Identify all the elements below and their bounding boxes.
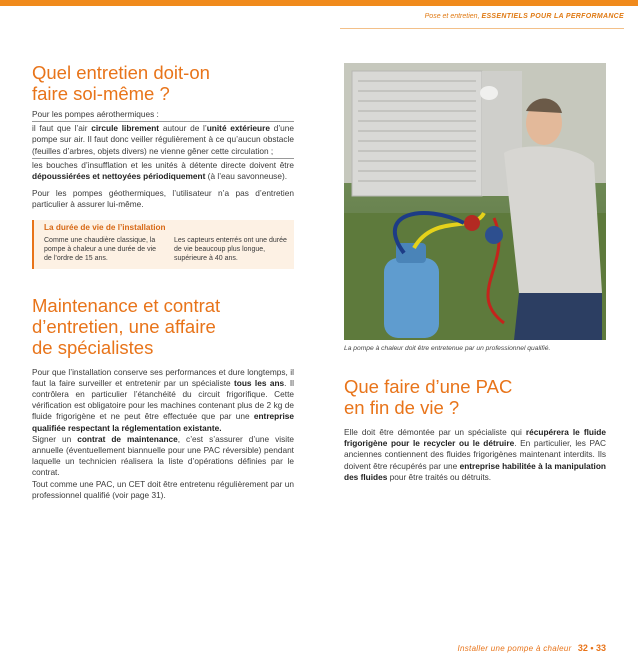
top-accent-bar [0, 0, 638, 6]
text-run: Elle doit être démontée par un spécialiste qui [344, 427, 526, 437]
text-run: . Il contrôlera en particulier l’étanchéité du circuit frigorifique. Cette vérification est obligatoire pour les machines contenant plus de 2 kg de fluide frigorigène et ne peut être effectuée que par une [32, 377, 294, 422]
bold-run: circule librement [91, 123, 160, 134]
footer-label: Installer une pompe à chaleur [457, 644, 572, 653]
technician-photo [344, 63, 606, 340]
text-run: Signer un [32, 433, 78, 444]
left-column [32, 62, 294, 501]
maintenance-paragraph-1 [32, 367, 294, 434]
photo-caption: La pompe à chaleur doit être entretenue par un professionnel qualifié. [344, 345, 551, 352]
maintenance-paragraph-3: Tout comme une PAC, un CET doit être entretenu régulièrement par un professionnel qualifié (voir page 31). [32, 478, 294, 500]
entretien-heading-line1: Quel entretien doit-on [32, 62, 210, 83]
maintenance-paragraph-2 [32, 434, 294, 479]
fin-de-vie-heading [344, 376, 606, 418]
bold-run: contrat de maintenance [77, 433, 178, 444]
fin-de-vie-heading-line1: Que faire d’une PAC [344, 376, 513, 397]
header-section: Pose et entretien, [424, 13, 480, 20]
entretien-intro: Pour les pompes aérothermiques : [32, 109, 159, 119]
text-run: d’une pompe sur air. Il faut donc veiller régulièrement à ce qu’aucun obstacle (feuilles d’arbres, objets divers) ne vienne gêner cette circulation ; [32, 123, 295, 156]
entretien-paragraph-3: Pour les pompes géothermiques, l’utilisateur n’a pas d’entretien particulier à assurer lui-même. [32, 188, 294, 210]
maintenance-heading-line1: Maintenance et contrat [32, 294, 221, 316]
entretien-paragraph-1 [32, 123, 294, 157]
photo-illustration [344, 63, 606, 340]
bold-run: entreprise qualifiée respectant la réglementation existante. [32, 411, 294, 433]
box-columns [44, 236, 294, 263]
divider [32, 121, 294, 122]
fin-de-vie-heading-line2: en fin de vie ? [344, 397, 460, 418]
text-run: Pour que l’installation conserve ses performances et dure longtemps, il faut la faire surveiller et entretenir par un spécialiste [32, 366, 294, 388]
text-run: , c’est s’assurer d’une visite annuelle (éventuellement biannuelle pour une PAC réversible) pendant laquelle un technicien réalisera la liste d’opérations définies par le contrat. [32, 433, 294, 478]
bold-run: dépoussiérées et nettoyées périodiquement [32, 171, 206, 182]
bold-run: entreprise habilitée à la manipulation des fluides [344, 460, 607, 482]
bold-run: tous les ans [234, 377, 285, 388]
box-title: La durée de vie de l’installation [44, 222, 166, 232]
maintenance-heading-line2: d’entretien, une affaire [32, 315, 216, 337]
text-run: les bouches d’insufflation et les unités à détente directe doivent être [32, 159, 294, 170]
entretien-heading-line2: faire soi-même ? [32, 83, 170, 104]
right-column [344, 376, 606, 483]
bold-run: unité extérieure [206, 123, 270, 134]
entretien-paragraph-2 [32, 160, 294, 182]
header-title: ESSENTIELS POUR LA PERFORMANCE [481, 13, 624, 20]
page-footer [457, 643, 606, 653]
divider [32, 158, 294, 159]
entretien-heading [32, 62, 294, 104]
text-run: . En particulier, les PAC anciennes contiennent des fluides frigorigènes maintenant interdits. Ils doivent être récupérés par une [344, 438, 607, 471]
box-text-capteurs: Les capteurs enterrés ont une durée de vie beaucoup plus longue, supérieure à 40 ans. [174, 236, 287, 262]
running-header [425, 13, 624, 20]
text-run: pour être traités ou détruits. [387, 471, 492, 482]
text-run: autour de l’ [159, 123, 207, 134]
text-run: (à l’eau savonneuse). [205, 171, 288, 182]
fin-de-vie-paragraph [344, 427, 606, 483]
header-rule [340, 28, 624, 29]
box-text-chaudiere: Comme une chaudière classique, la pompe à chaleur a une durée de vie de l’ordre de 15 ans. [44, 236, 157, 262]
page-numbers: 32 • 33 [577, 643, 606, 653]
maintenance-heading [32, 295, 294, 358]
maintenance-heading-line3: de spécialistes [32, 336, 154, 358]
duree-de-vie-box [32, 220, 294, 269]
bold-run: récupérera le fluide frigorigène pour le recycler ou le détruire [344, 427, 606, 449]
text-run: il faut que l’air [32, 123, 92, 134]
